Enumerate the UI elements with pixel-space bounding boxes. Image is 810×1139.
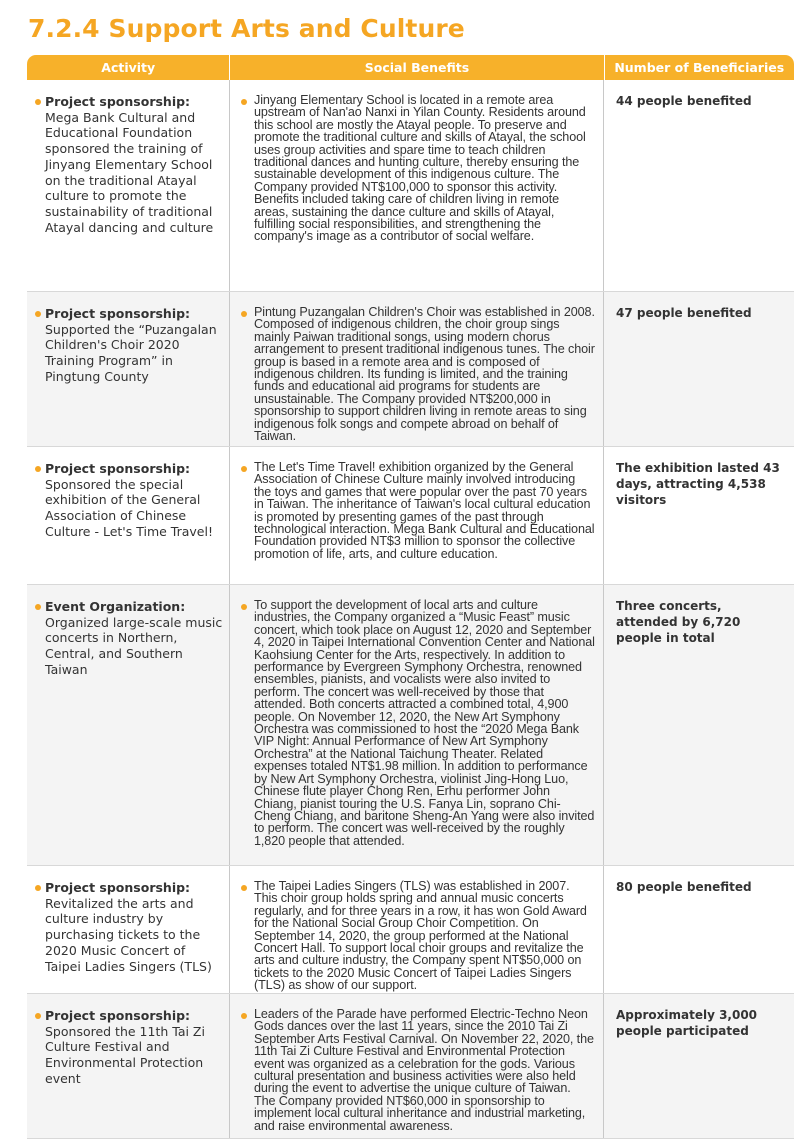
bullet-icon <box>241 1013 247 1019</box>
table-header <box>27 55 794 80</box>
activity-description: Mega Bank Cultural and Educational Foundation sponsored the training of Jinyang Elementary School on the traditional Atayal culture to promote the sustainability of traditional Atayal dancing and culture <box>45 109 214 236</box>
beneficiaries-count: Three concerts, attended by 6,720 people in total <box>616 599 741 645</box>
activity-type: Project sponsorship: <box>45 880 191 895</box>
activity-cell <box>27 292 230 446</box>
activity-cell <box>27 80 230 291</box>
bullet-icon <box>35 311 41 317</box>
table-row <box>27 447 794 585</box>
benefit-text: Jinyang Elementary School is located in a remote area upstream of Nan'ao Nanxi in Yilan County. Residents around this school are mostly the Atayal people. To preserve and promote the traditional culture and skills of Atayal, the school uses group activities and spare time to teach children traditional dances and hunting culture, thereby ensuring the sustainable development of this indigenous culture. The Company provided NT$100,000 to sponsor this activity. Benefits included taking care of children living in remote areas, sustaining the dance culture and skills of Atayal, fulfilling social responsibilities, and strengthening the company's image as a contributor of social welfare. <box>254 93 586 244</box>
benefit-text: The Let's Time Travel! exhibition organized by the General Association of Chinese Culture mainly involved introducing the toys and games that were popular over the past 70 years in Taiwan. The inheritance of Taiwan's local cultural education is promoted by presenting games of the past through technological interaction. Mega Bank Cultural and Educational Foundation provided NT$3 million to sponsor the collective promotion of life, arts, and culture education. <box>254 460 595 561</box>
bullet-icon <box>241 99 247 105</box>
activity-cell <box>27 866 230 993</box>
benefits-cell <box>230 447 604 584</box>
activity-type: Project sponsorship: <box>45 461 191 476</box>
activity-type: Event Organization: <box>45 599 186 614</box>
benefits-cell <box>230 292 604 446</box>
beneficiaries-count: The exhibition lasted 43 days, attracting 4,538 visitors <box>616 461 780 507</box>
activity-description: Sponsored the special exhibition of the General Association of Chinese Culture - Let's Time Travel! <box>45 476 213 539</box>
benefit-text: Pintung Puzangalan Children's Choir was established in 2008. Composed of indigenous children, the choir group sings mainly Paiwan traditional songs, using modern chorus arrangement to present traditional indigenous tunes. The choir group is based in a remote area and is composed of indigenous children. Its funding is limited, and the training funds and educational aid programs for students are unsustainable. The Company provided NT$200,000 in sponsorship to support children living in remote areas to sing indigenous folk songs and compete abroad on behalf of Taiwan. <box>254 305 595 444</box>
bullet-icon <box>35 885 41 891</box>
bullet-icon <box>35 99 41 105</box>
beneficiaries-count: 44 people benefited <box>616 94 752 108</box>
benefits-cell <box>230 866 604 993</box>
beneficiaries-cell <box>604 447 794 584</box>
activity-description: Supported the “Puzangalan Children's Choir 2020 Training Program” in Pingtung County <box>45 321 217 384</box>
activity-cell <box>27 994 230 1138</box>
benefits-cell <box>230 80 604 291</box>
header-beneficiaries: Number of Beneficiaries <box>614 60 785 75</box>
bullet-icon <box>241 604 247 610</box>
activity-description: Sponsored the 11th Tai Zi Culture Festival and Environmental Protection event <box>45 1023 205 1086</box>
bullet-icon <box>241 311 247 317</box>
arts-culture-table <box>27 55 794 1139</box>
benefit-text: The Taipei Ladies Singers (TLS) was established in 2007. This choir group holds spring and annual music concerts regularly, and for three years in a row, it has won Gold Award for the National Social Group Choir Competition. On September 14, 2020, the group performed at the National Concert Hall. To support local choir groups and revitalize the arts and culture industry, the Company spent NT$50,000 on tickets to the 2020 Music Concert of Taipei Ladies Singers (TLS) as show of our support. <box>254 879 587 993</box>
activity-type: Project sponsorship: <box>45 1008 191 1023</box>
beneficiaries-count: 47 people benefited <box>616 306 752 320</box>
table-row <box>27 80 794 292</box>
bullet-icon <box>35 604 41 610</box>
table-row <box>27 292 794 447</box>
benefits-cell <box>230 994 604 1138</box>
benefits-cell <box>230 585 604 865</box>
beneficiaries-cell <box>604 80 794 291</box>
activity-description: Revitalized the arts and culture industry by purchasing tickets to the 2020 Music Concert of Taipei Ladies Singers (TLS) <box>45 895 212 974</box>
bullet-icon <box>35 466 41 472</box>
activity-type: Project sponsorship: <box>45 306 191 321</box>
beneficiaries-cell <box>604 585 794 865</box>
header-activity: Activity <box>27 55 230 80</box>
bullet-icon <box>241 466 247 472</box>
beneficiaries-cell <box>604 994 794 1138</box>
table-row <box>27 994 794 1139</box>
activity-cell <box>27 585 230 865</box>
benefit-text: Leaders of the Parade have performed Electric-Techno Neon Gods dances over the last 11 years, since the 2010 Tai Zi September Arts Festival Carnival. On November 22, 2020, the 11th Tai Zi Culture Festival and Environmental Protection event was organized as a celebration for the gods. Various cultural presentation and business activities were also held during the event to advertise the unique culture of Taiwan. The Company provided NT$60,000 in sponsorship to implement local cultural inheritance and industrial marketing, and raise environmental awareness. <box>254 1007 594 1133</box>
header-social-benefits: Social Benefits <box>230 55 604 80</box>
beneficiaries-count: Approximately 3,000 people participated <box>616 1008 758 1038</box>
beneficiaries-count: 80 people benefited <box>616 880 752 894</box>
table-row <box>27 585 794 866</box>
activity-type: Project sponsorship: <box>45 94 191 109</box>
bullet-icon <box>241 885 247 891</box>
beneficiaries-cell <box>604 866 794 993</box>
activity-cell <box>27 447 230 584</box>
beneficiaries-cell <box>604 292 794 446</box>
benefit-text: To support the development of local arts and culture industries, the Company organized a “Music Feast” music concert, which took place on August 12, 2020 and September 4, 2020 in Taipei International Convention Center and National Kaohsiung Center for the Arts, respectively. In addition to performance by Evergreen Symphony Orchestra, renowned ensembles, pianists, and vocalists were also invited to perform. The concert was well-received by those that attended. Both concerts attracted a combined total, 4,900 people. On November 12, 2020, the New Art Symphony Orchestra was commissioned to host the “2020 Mega Bank VIP Night: Annual Performance of New Art Symphony Orchestra” at the National Taichung Theater. Related expenses totaled NT$1.98 million. In addition to performance by New Art Symphony Orchestra, violinist Jing-Hong Luo, Chinese flute player Chong Ren, Erhu performer John Chiang, pianist touring the U.S. Fanya Lin, soprano Chi-Cheng Chiang, and baritone Sheng-An Yang were also invited to perform. The concert was well-received by the roughly 1,820 people that attended. <box>254 598 595 848</box>
page-title: 7.2.4 Support Arts and Culture <box>28 14 465 43</box>
bullet-icon <box>35 1013 41 1019</box>
table-row <box>27 866 794 994</box>
activity-description: Organized large-scale music concerts in Northern, Central, and Southern Taiwan <box>45 614 223 677</box>
